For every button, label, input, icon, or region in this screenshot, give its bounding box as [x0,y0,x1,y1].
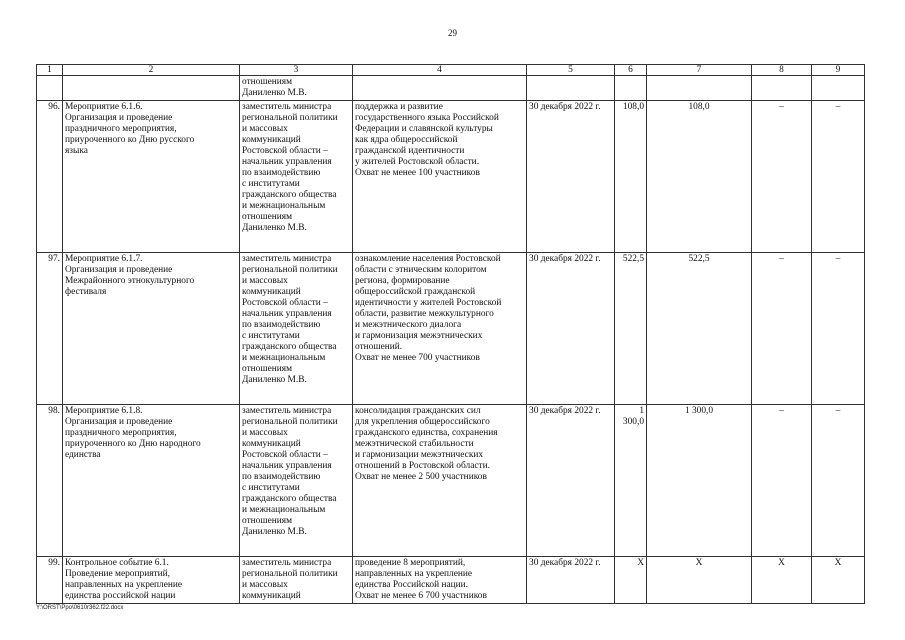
line: и массовых [242,428,288,438]
line: гражданского общества [242,494,337,504]
line: Организация и проведение [65,417,173,427]
line: области с этническим колоритом [355,265,487,275]
line: региона, формирование [355,276,450,286]
cell-date: 30 декабря 2022 г. [527,253,615,405]
line: заместитель министра [242,254,332,264]
line: начальник управления [242,461,332,471]
line: Ростовской области – [242,450,328,460]
line: начальник управления [242,157,332,167]
cell-value: – [752,405,812,557]
line: государственного языка Российской [355,113,499,123]
page-number: 29 [448,28,457,38]
line: Мероприятие 6.1.7. [65,254,143,264]
line: консолидация гражданских сил [355,406,481,416]
line: гражданской идентичности [355,146,465,156]
line: гражданского общества [242,342,337,352]
line: и массовых [242,276,288,286]
cell-num: 97. [37,253,63,405]
cell-responsible [240,101,353,253]
cell-result [353,101,527,253]
line: Организация и проведение [65,265,173,275]
line: единства российской нации [65,591,176,601]
line: праздничного мероприятия, [65,428,177,438]
line: Охват не менее 2 500 участников [355,472,487,482]
header-cell: 8 [752,65,812,76]
line: общероссийской гражданской [355,287,476,297]
cell-value: 522,5 [647,253,752,405]
cell-value: Х [812,557,865,604]
line: единства Российской нации. [355,580,469,590]
line: направленных на укрепление [355,569,473,579]
line: отношений. [355,342,403,352]
line: и массовых [242,580,288,590]
header-row [37,65,865,76]
line: по взаимодействию [242,472,321,482]
line: Даниленко М.В. [242,88,307,98]
cell-value: – [812,253,865,405]
line: Охват не менее 6 700 участников [355,591,487,601]
cell-value [812,76,865,101]
line: Охват не менее 100 участников [355,168,480,178]
line: Даниленко М.В. [242,375,307,385]
cell-value [615,76,647,101]
cell-date: 30 декабря 2022 г. [527,101,615,253]
line: заместитель министра [242,102,332,112]
line: гражданского общества [242,190,337,200]
cell-responsible [240,253,353,405]
table-row [37,253,865,405]
cell-value: Х [752,557,812,604]
line: отношениям [242,212,293,222]
line: Даниленко М.В. [242,223,307,233]
line: у жителей Ростовской области. [355,157,480,167]
cell-num [37,76,63,101]
cell-responsible [240,76,353,101]
line: языка [65,146,88,156]
line: Межрайонного этнокультурного [65,276,195,286]
line: Федерации и славянской культуры [355,124,493,134]
cell-value: 108,0 [615,101,647,253]
line: Ростовской области – [242,146,328,156]
line: заместитель министра [242,558,332,568]
cell-result [353,557,527,604]
cell-date: 30 декабря 2022 г. [527,557,615,604]
line: и гармонизация межэтнических [355,331,483,341]
line: отношениям [242,364,293,374]
line: региональной политики [242,113,338,123]
line: и гармонизации межэтнических [355,450,484,460]
line: ознакомление населения Ростовской [355,254,501,264]
table-row [37,557,865,604]
line: поддержка и развитие [355,102,443,112]
line: коммуникаций [242,287,301,297]
line: и межнациональным [242,353,326,363]
header-cell: 7 [647,65,752,76]
header-cell: 1 [37,65,63,76]
line: Мероприятие 6.1.8. [65,406,143,416]
line: как ядра общероссийской [355,135,458,145]
cell-date [527,76,615,101]
line: с институтами [242,331,300,341]
header-cell: 6 [615,65,647,76]
cell-result [353,405,527,557]
line: Охват не менее 700 участников [355,353,480,363]
line: с институтами [242,179,300,189]
cell-event [63,405,240,557]
line: Ростовской области – [242,298,328,308]
cell-value: Х [615,557,647,604]
program-table [36,64,865,604]
line: праздничного мероприятия, [65,124,177,134]
line: региональной политики [242,265,338,275]
cell-result [353,253,527,405]
line: и межэтнического диалога [355,320,462,330]
header-cell: 5 [527,65,615,76]
line: Организация и проведение [65,113,173,123]
line: для укрепления общероссийского [355,417,490,427]
line: и массовых [242,124,288,134]
cell-event [63,253,240,405]
cell-event [63,76,240,101]
header-cell: 4 [353,65,527,76]
line: отношениям [242,516,293,526]
cell-value [647,76,752,101]
line: идентичности у жителей Ростовской [355,298,502,308]
line: Контрольное событие 6.1. [65,558,169,568]
cell-event [63,557,240,604]
line: по взаимодействию [242,168,321,178]
line: коммуникаций [242,591,301,601]
header-cell: 2 [63,65,240,76]
cell-value: – [752,253,812,405]
cell-value: – [812,405,865,557]
line: отношений в Ростовской области. [355,461,490,471]
line: единства [65,450,101,460]
cell-num: 98. [37,405,63,557]
line: коммуникаций [242,439,301,449]
footer-path: Y:\ORST\Ppo\0610r362.f22.docx [36,605,124,611]
line: направленных на укрепление [65,580,183,590]
cell-value: 1 300,0 [647,405,752,557]
line: заместитель министра [242,406,332,416]
line: и межнациональным [242,201,326,211]
line: Проведение мероприятий, [65,569,171,579]
cell-value [752,76,812,101]
line: межэтнической стабильности [355,439,474,449]
cell-value: Х [647,557,752,604]
line: приуроченного ко Дню народного [65,439,201,449]
line: и межнациональным [242,505,326,515]
table-row [37,405,865,557]
cell-responsible [240,557,353,604]
line: Даниленко М.В. [242,527,307,537]
line: начальник управления [242,309,332,319]
cell-value: 522,5 [615,253,647,405]
line: региональной политики [242,569,338,579]
cell-date: 30 декабря 2022 г. [527,405,615,557]
line: проведение 8 мероприятий, [355,558,466,568]
cell-responsible [240,405,353,557]
cell-value: – [752,101,812,253]
line: фестиваля [65,287,107,297]
cell-num: 99. [37,557,63,604]
header-cell: 3 [240,65,353,76]
line: региональной политики [242,417,338,427]
cell-result [353,76,527,101]
line: области, развитие межкультурного [355,309,494,319]
continuation-row [37,76,865,101]
line: по взаимодействию [242,320,321,330]
line: гражданского единства, сохранения [355,428,498,438]
line: с институтами [242,483,300,493]
line: коммуникаций [242,135,301,145]
cell-value: – [812,101,865,253]
cell-value: 1 300,0 [615,405,647,557]
cell-value: 108,0 [647,101,752,253]
cell-event [63,101,240,253]
line: Мероприятие 6.1.6. [65,102,143,112]
table-row [37,101,865,253]
line: отношениям [242,77,293,87]
line: приуроченного ко Дню русского [65,135,195,145]
cell-num: 96. [37,101,63,253]
header-cell: 9 [812,65,865,76]
